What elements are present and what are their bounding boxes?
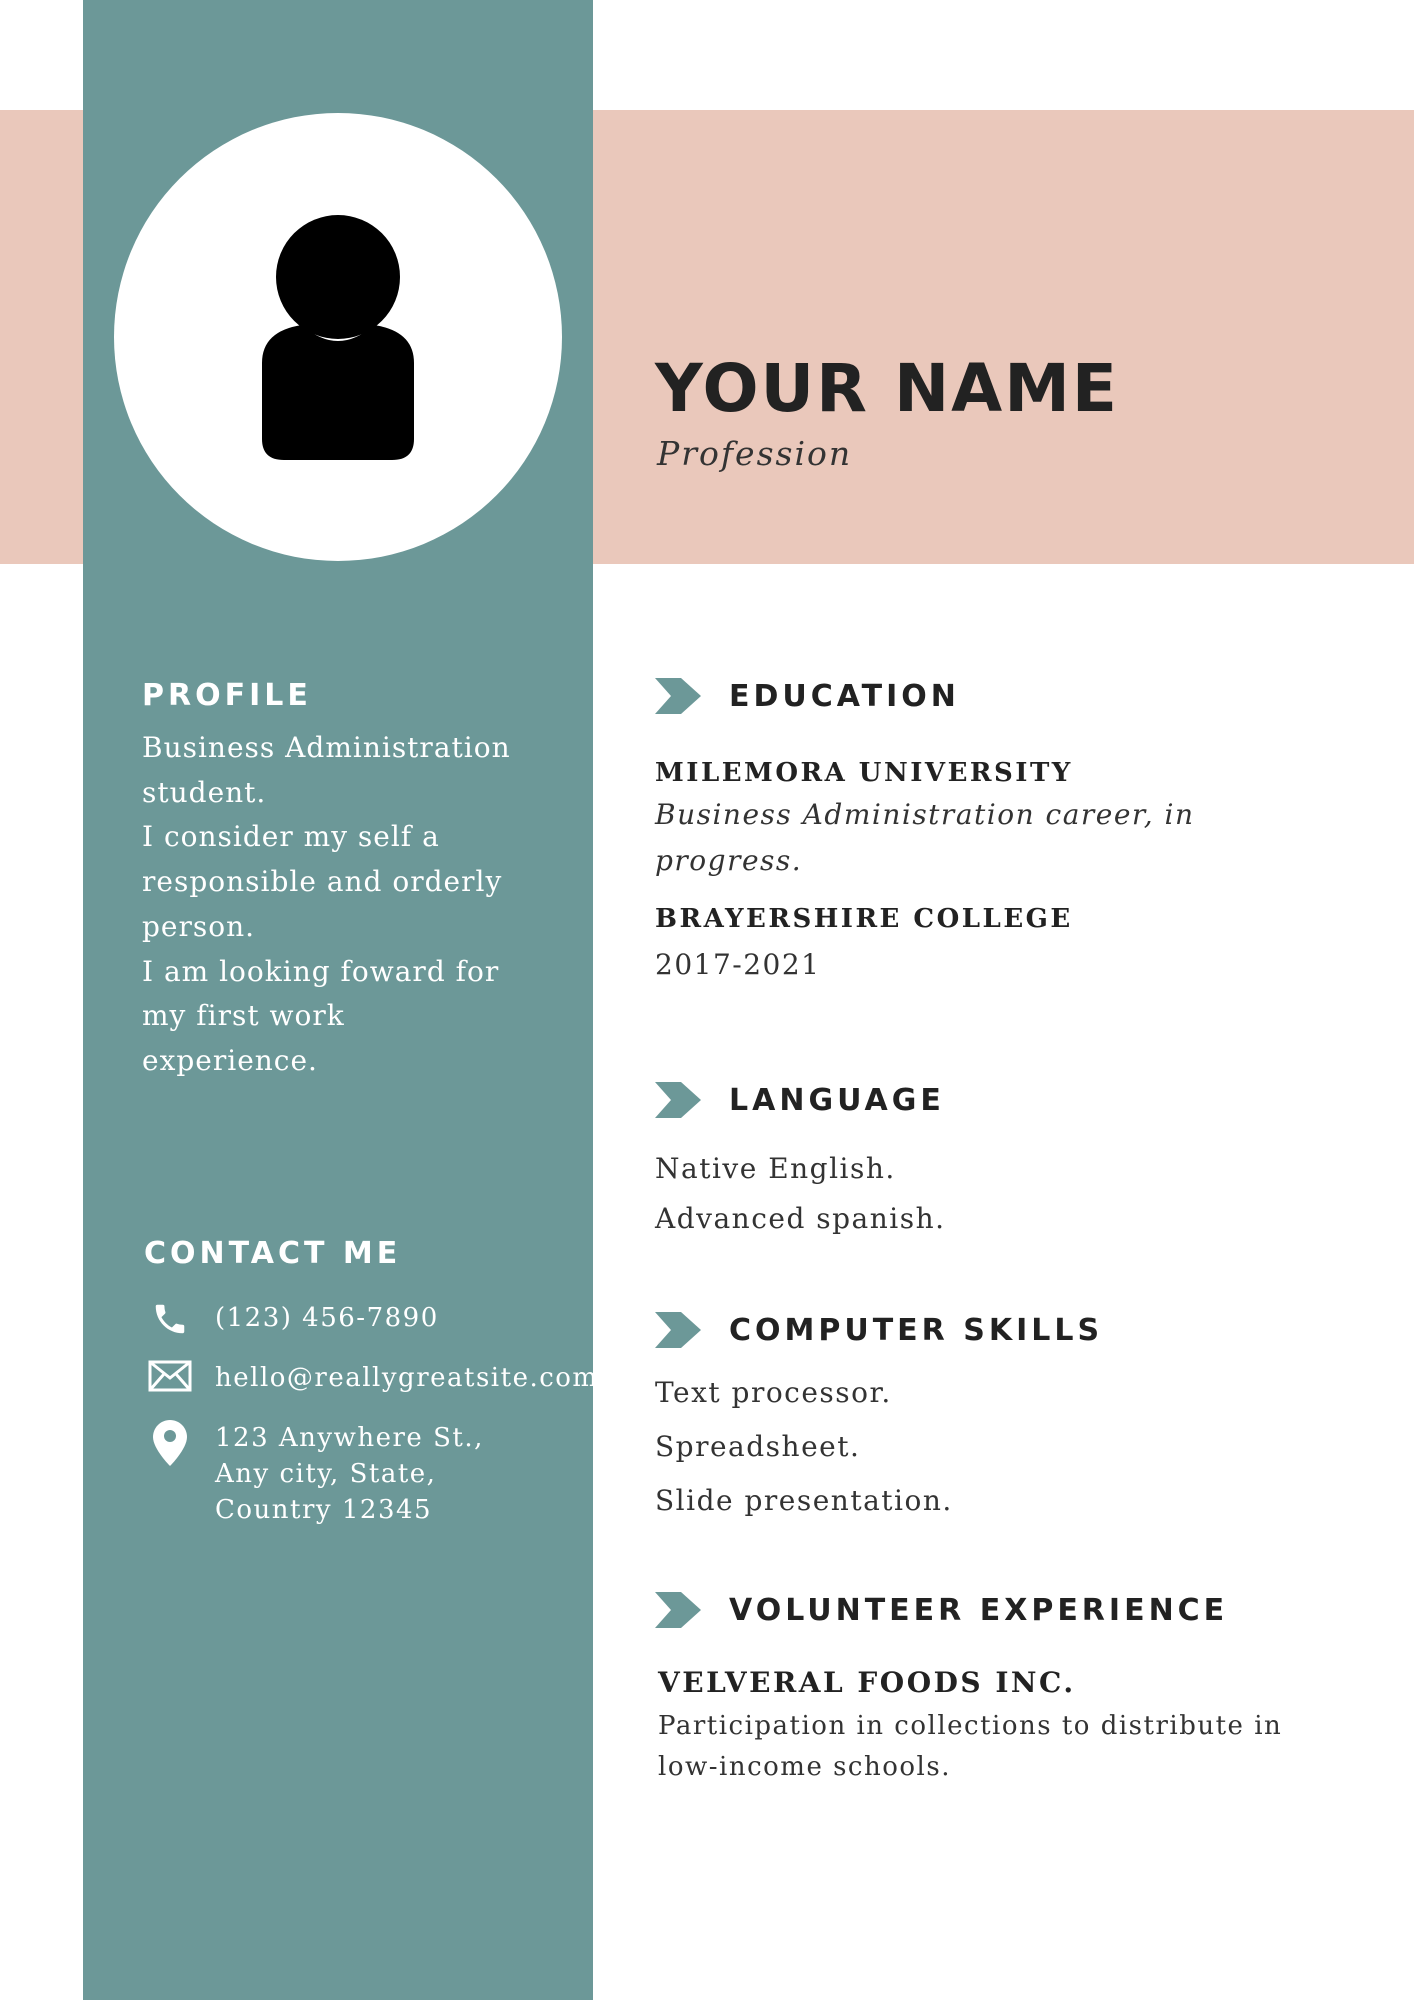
profile-line: Business Administration: [142, 731, 511, 764]
profile-line: student.: [142, 775, 267, 809]
volunteer-header: [655, 1590, 1228, 1630]
volunteer-details: [658, 1706, 1282, 1788]
contact-email: [145, 1360, 599, 1404]
person-name: YOUR NAME: [655, 350, 1120, 427]
language-item: Native English.: [655, 1152, 896, 1185]
profile-text: [142, 726, 562, 1084]
skill-item: Spreadsheet.: [655, 1430, 861, 1463]
profile-heading: PROFILE: [142, 678, 312, 713]
computer-skills-header: [655, 1310, 1103, 1350]
language-heading: LANGUAGE: [729, 1082, 945, 1118]
chevron-right-icon: [655, 1080, 703, 1120]
detail-line: Participation in collections to distribute in: [658, 1711, 1283, 1741]
school-name: BRAYERSHIRE COLLEGE: [655, 904, 1073, 934]
skill-item: Text processor.: [655, 1376, 892, 1409]
profile-line: responsible and orderly: [142, 865, 503, 899]
profile-line: person.: [142, 909, 256, 943]
avatar: [114, 113, 562, 561]
profile-line: experience.: [142, 1043, 318, 1077]
profession: Profession: [657, 434, 853, 473]
envelope-icon: [148, 1360, 192, 1392]
volunteer-heading: VOLUNTEER EXPERIENCE: [729, 1592, 1229, 1628]
education-heading: EDUCATION: [729, 678, 960, 714]
profile-line: my first work: [142, 999, 345, 1033]
detail-line: progress.: [655, 844, 803, 877]
contact-heading: CONTACT ME: [144, 1236, 402, 1271]
school-name: MILEMORA UNIVERSITY: [655, 758, 1073, 788]
education-header: [655, 676, 960, 716]
user-silhouette-icon: [224, 213, 452, 463]
address-line: 123 Anywhere St.,: [215, 1423, 484, 1453]
skill-item: Slide presentation.: [655, 1484, 953, 1517]
chevron-right-icon: [655, 1310, 703, 1350]
volunteer-org: VELVERAL FOODS INC.: [658, 1666, 1076, 1699]
address-line: Country 12345: [215, 1495, 433, 1525]
language-item: Advanced spanish.: [655, 1202, 946, 1235]
chevron-right-icon: [655, 1590, 703, 1630]
chevron-right-icon: [655, 676, 703, 716]
language-header: [655, 1080, 945, 1120]
phone-number: (123) 456-7890: [215, 1303, 439, 1333]
address-line: Any city, State,: [215, 1459, 437, 1489]
profile-line: I consider my self a: [142, 820, 440, 854]
contact-phone: [145, 1300, 439, 1344]
location-pin-icon: [153, 1420, 187, 1466]
contact-address: [145, 1420, 484, 1528]
email-address: hello@reallygreatsite.com: [215, 1363, 599, 1393]
detail-line: Business Administration career, in: [655, 798, 1195, 831]
phone-icon: [151, 1300, 189, 1338]
school-details: [655, 792, 1195, 884]
school-years: 2017-2021: [655, 948, 821, 981]
computer-skills-heading: COMPUTER SKILLS: [729, 1312, 1104, 1348]
detail-line: low-income schools.: [658, 1752, 951, 1782]
profile-line: I am looking foward for: [142, 954, 500, 988]
address: [215, 1420, 484, 1528]
